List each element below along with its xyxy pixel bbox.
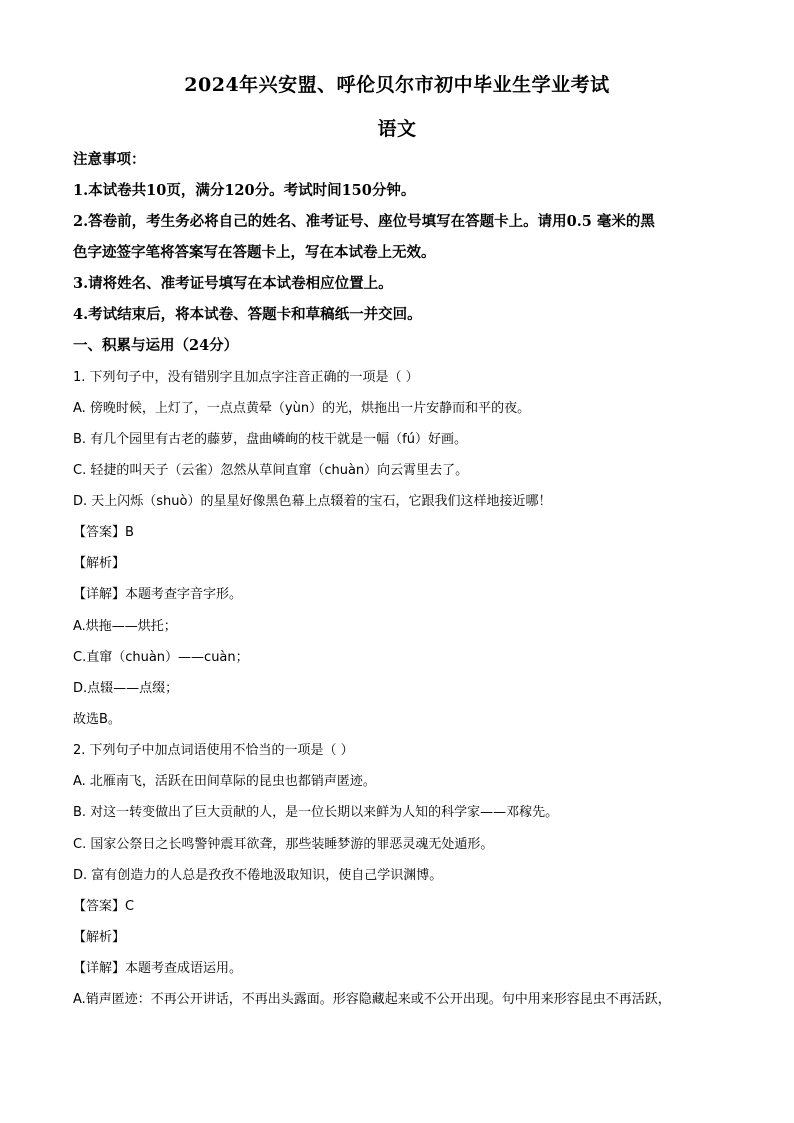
note-item-2: 2.答卷前，考生务必将自己的姓名、准考证号、座位号填写在答题卡上。请用0.5 毫米的黑 [73, 213, 655, 230]
q1-detail: 【详解】本题考查字音字形。 [73, 587, 243, 602]
exam-title: 2024年兴安盟、呼伦贝尔市初中毕业生学业考试 [184, 74, 610, 96]
q2-stem: 2. 下列句子中加点词语使用不恰当的一项是（ ） [73, 743, 354, 758]
q2-detail: 【详解】本题考查成语运用。 [73, 961, 243, 976]
section-heading: 一、积累与运用（24分） [73, 337, 239, 354]
q2-answer: 【答案】C [73, 899, 135, 914]
q1-option-d: D. 天上闪烁（shuò）的星星好像黑色幕上点辍着的宝石，它跟我们这样地接近哪！ [73, 494, 552, 509]
q2-option-c: C. 国家公祭日之长鸣警钟震耳欲聋，那些装睡梦游的罪恶灵魂无处遁形。 [73, 837, 494, 852]
q1-option-c: C. 轻捷的叫天子（云雀）忽然从草间直窜（chuàn）向云霄里去了。 [73, 463, 469, 478]
q1-explanation: A.烘拖——烘托； [73, 619, 177, 634]
q1-option-a: A. 傍晚时候，上灯了，一点点黄晕（yùn）的光，烘拖出一片安静而和平的夜。 [73, 401, 531, 416]
q2-option-a: A. 北雁南飞，活跃在田间草际的昆虫也都销声匿迹。 [73, 774, 376, 789]
subject-title: 语文 [377, 118, 417, 140]
q1-explanation: D.点辍——点缀； [73, 681, 179, 696]
q1-option-b: B. 有几个园里有古老的藤萝，盘曲嶙峋的枝干就是一幅（fú）好画。 [73, 432, 467, 447]
q1-explanation: C.直窜（chuàn）——cuàn； [73, 650, 249, 665]
q2-option-d: D. 富有创造力的人总是孜孜不倦地汲取知识，使自己学识渊博。 [73, 868, 443, 883]
note-item-1: 1.本试卷共10页，满分120分。考试时间150分钟。 [73, 182, 416, 199]
note-item-2-cont: 色字迹签字笔将答案写在答题卡上，写在本试卷上无效。 [73, 244, 436, 261]
q2-explanation: A.销声匿迹：不再公开讲话，不再出头露面。形容隐藏起来或不公开出现。句中用来形容昆虫不再活跃， [73, 992, 671, 1007]
q1-stem: 1. 下列句子中，没有错别字且加点字注音正确的一项是（ ） [73, 370, 419, 385]
q1-conclusion: 故选B。 [73, 712, 121, 727]
q2-option-b: B. 对这一转变做出了巨大贡献的人，是一位长期以来鲜为人知的科学家——邓稼先。 [73, 805, 559, 820]
q1-analysis: 【解析】 [73, 556, 126, 571]
q1-answer: 【答案】B [73, 525, 134, 540]
note-item-3: 3.请将姓名、准考证号填写在本试卷相应位置上。 [73, 275, 393, 292]
notes-heading: 注意事项： [73, 151, 146, 168]
q2-analysis: 【解析】 [73, 930, 126, 945]
note-item-4: 4.考试结束后，将本试卷、答题卡和草稿纸一并交回。 [73, 306, 422, 323]
